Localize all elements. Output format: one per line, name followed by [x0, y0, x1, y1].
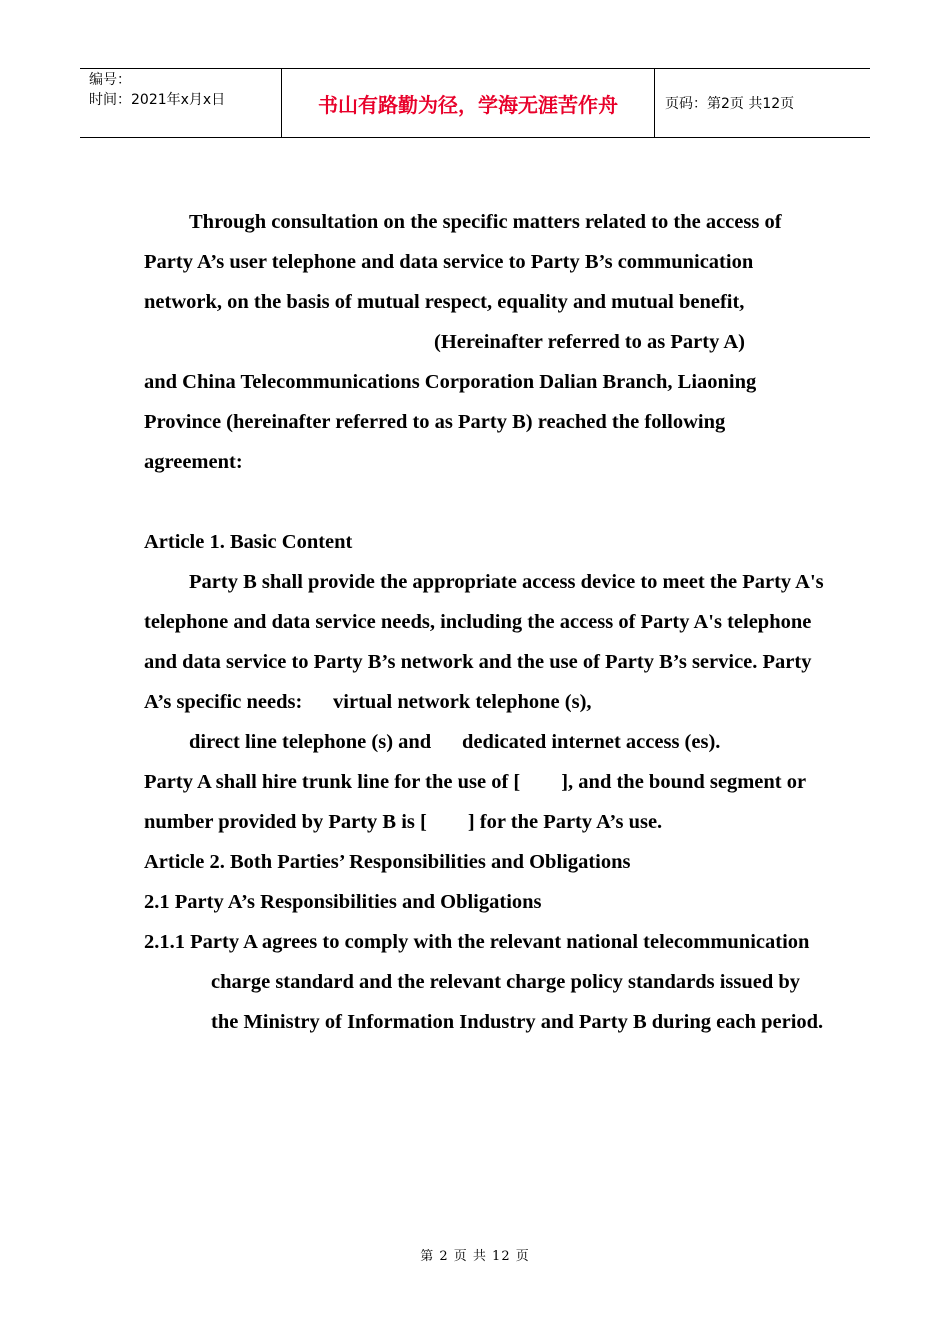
page-header	[80, 68, 870, 138]
section-2-1-title: 2.1 Party A’s Responsibilities and Obligations	[144, 891, 542, 913]
article-1-needs-line: direct line telephone (s) and dedicated internet access (es).	[189, 731, 721, 753]
spacer	[144, 482, 824, 522]
number-label: 编号：	[89, 72, 131, 88]
header-page-label: 页码：第2页 共12页	[665, 96, 795, 112]
article-1-paragraph: Party B shall provide the appropriate access device to meet the Party A's telephone and data service needs, including the access of Party A's telephone and data service to Party B’s network and the use of Party B’s service. Party A’s specific needs: virtual network telephone (s),	[144, 571, 829, 713]
party-b-paragraph: and China Telecommunications Corporation Dalian Branch, Liaoning Province (hereinafter referred to as Party B) reached the following agreement:	[144, 371, 757, 473]
header-motto: 书山有路勤为径，学海无涯苦作舟	[281, 69, 655, 137]
header-meta	[80, 69, 281, 137]
article-1-trunk-paragraph: Party A shall hire trunk line for the use of [ ], and the bound segment or number provided by Party B is [ ] for the Party A’s use.	[144, 771, 811, 833]
document-body	[144, 202, 829, 1042]
party-a-definition: (Hereinafter referred to as Party A)	[434, 331, 745, 353]
article-1-title: Article 1. Basic Content	[144, 531, 353, 553]
article-2-title: Article 2. Both Parties’ Responsibilities and Obligations	[144, 851, 631, 873]
section-2-1-1-paragraph: 2.1.1 Party A agrees to comply with the relevant national telecommunication charge standard and the relevant charge policy standards issued by the Ministry of Information Industry and Party B during each period.	[144, 931, 824, 1033]
time-label: 时间：2021年x月x日	[89, 92, 226, 108]
intro-paragraph: Through consultation on the specific matters related to the access of Party A’s user telephone and data service to Party B’s communication network, on the basis of mutual respect, equality and mutual benefit,	[144, 211, 782, 313]
page-footer: 第 2 页 共 12 页	[420, 1249, 530, 1264]
